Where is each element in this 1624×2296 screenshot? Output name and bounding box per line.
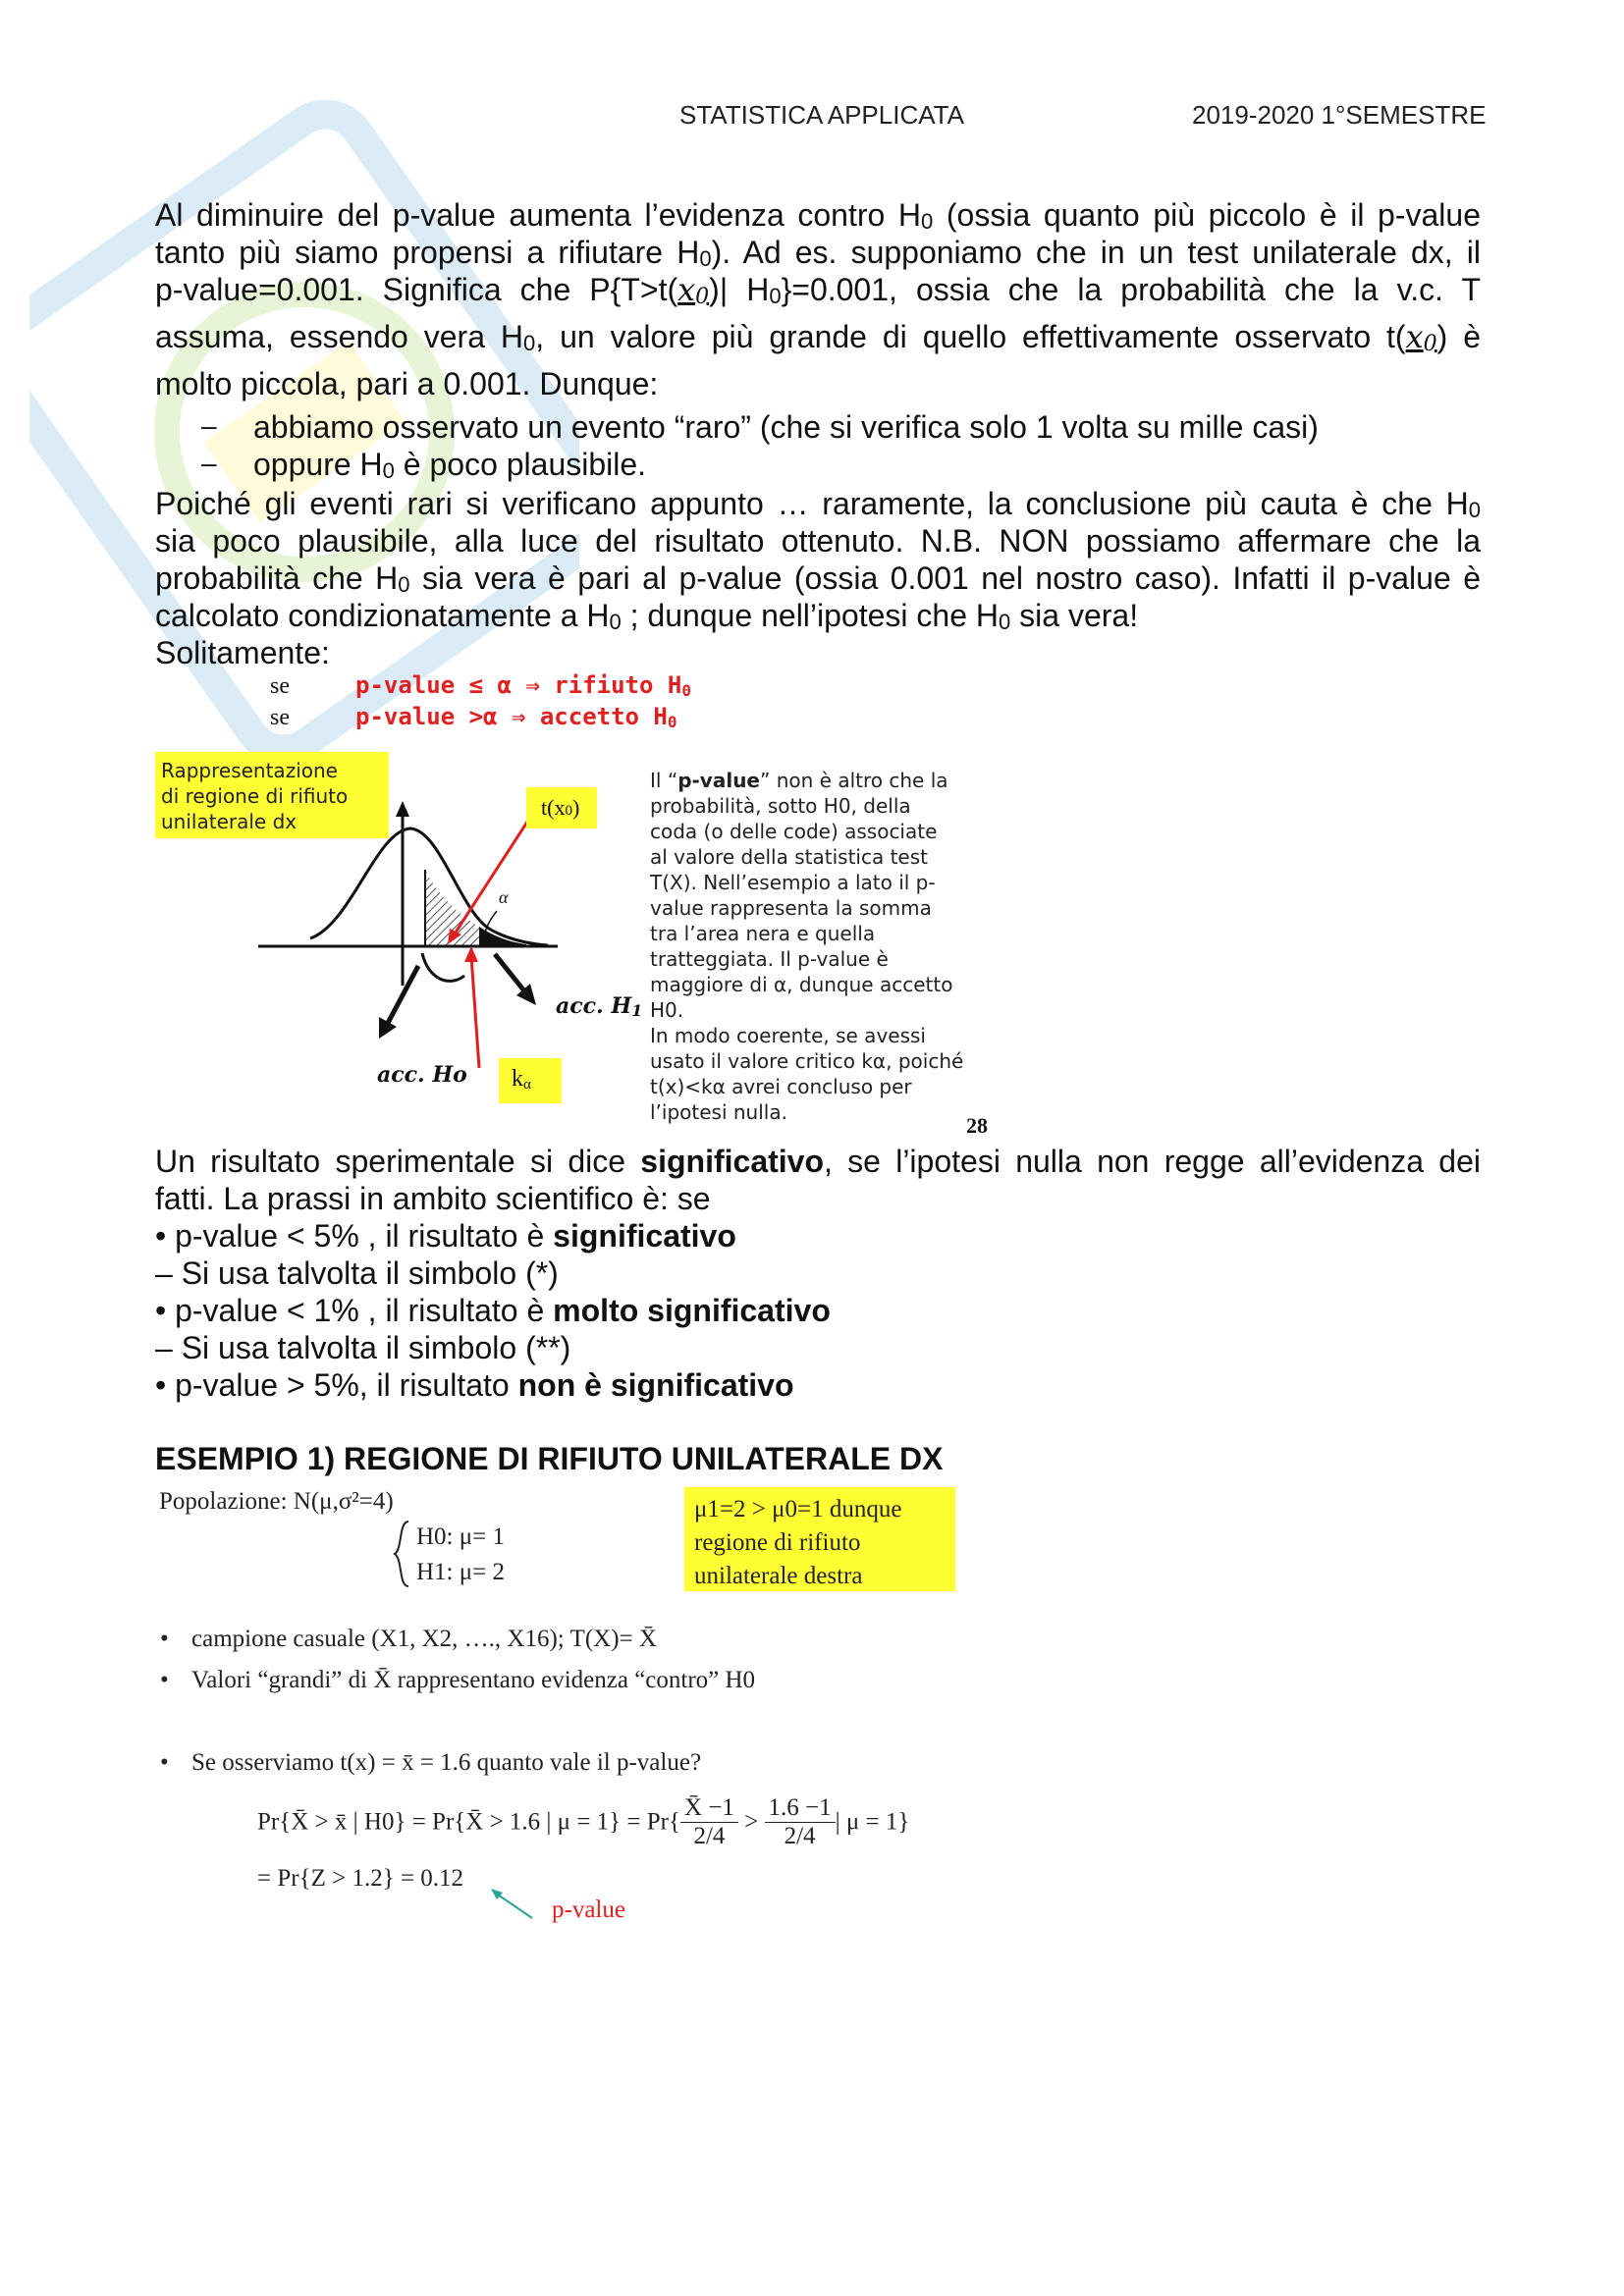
rejection-region-figure xyxy=(155,752,1000,1145)
dash-item-implausible: oppure H0 è poco plausibile. xyxy=(253,447,647,483)
bullet-dot: • xyxy=(160,1667,169,1693)
example-observed: Se osserviamo t(x) = x̄ = 1.6 quanto vale il p-value? xyxy=(191,1749,702,1776)
figure-page-number: 28 xyxy=(966,1113,988,1138)
acc-h1-label: acc. H1 xyxy=(556,993,643,1020)
bullet-not-significant: • p-value > 5%, il risultato non è significativo xyxy=(155,1367,794,1403)
example-large-values: Valori “grandi” di X̄ rappresentano evidenza “contro” H0 xyxy=(191,1667,756,1693)
dash-marker: – xyxy=(201,410,217,441)
figure-description: Il “p-value” non è altro che la probabilità, sotto H0, della coda (o delle code) associate al valore della statistica test T(X). Nell’esempio a lato il p- value rappresenta la somma tra l’area nera e quella tratteggiata. Il p-value è maggiore di α, dunque accetto H0. In modo coerente, se avessi usato il valore critico kα, poiché t(x)<kα avrei concluso per l’ipotesi nulla. xyxy=(650,769,964,1124)
box-label: Rappresentazione di regione di rifiuto unilaterale dx xyxy=(161,759,349,833)
paragraph-rare-events: Poiché gli eventi rari si verificano appunto … raramente, la conclusione più cauta è che H0 sia poco plausibile, alla luce del risultato ottenuto. N.B. NON possiamo affermare che la probabilità che H0 sia vera è pari al p-value (ossia 0.001 nel nostro caso). Infatti il p-value è calcolato condizionatamente a H0 ; dunque nell’ipotesi che H0 sia vera! Solitamente: xyxy=(155,486,1482,670)
bullet-symbol-1: – Si usa talvolta il simbolo (*) xyxy=(155,1255,559,1291)
pvalue-label: p-value xyxy=(552,1896,625,1923)
alpha-label: α xyxy=(499,887,509,907)
example-equation-1: Pr{X̄ > x̄ | H0} = Pr{X̄ > 1.6 | μ = 1} = Pr{ $\frac{X̄ -1}{2/4}$ > $\frac{1.6 -1}{2/4}$ | μ = 1} xyxy=(257,1794,910,1849)
paragraph-significance: Un risultato sperimentale si dice significativo, se l’ipotesi nulla non regge all’evidenza dei fatti. La prassi in ambito scientifico è: se xyxy=(155,1144,1482,1216)
dash-marker: – xyxy=(201,448,217,478)
hypothesis-h0: H0: μ= 1 xyxy=(416,1523,506,1550)
example-population: Popolazione: N(μ,σ²=4) xyxy=(159,1488,394,1515)
example-title: ESEMPIO 1) REGIONE DI RIFIUTO UNILATERALE DX xyxy=(155,1441,944,1476)
example-rejection-note: μ1=2 > μ0=1 dunque regione di rifiuto unilaterale destra xyxy=(684,1487,955,1591)
rule-reject: p-value ≤ α ⇒ rifiuto H0 xyxy=(355,671,691,700)
header-semester: 2019-2020 1°SEMESTRE xyxy=(1192,100,1487,130)
k-alpha-label: $k_\alpha$ xyxy=(512,1066,531,1093)
example-equation-2: = Pr{Z > 1.2} = 0.12 xyxy=(257,1865,464,1892)
rule-se-1: se xyxy=(270,673,290,699)
bullet-dot: • xyxy=(160,1749,169,1776)
dash-item-rare-event: abbiamo osservato un evento “raro” (che si verifica solo 1 volta su mille casi) xyxy=(253,409,1319,445)
bullet-significant: • p-value < 5% , il risultato è significativo xyxy=(155,1218,736,1254)
header-title: STATISTICA APPLICATA xyxy=(679,100,964,130)
hypothesis-h1: H1: μ= 2 xyxy=(416,1559,506,1585)
example-sample: campione casuale (X1, X2, …., X16); T(X)= X̄ xyxy=(191,1626,657,1652)
rule-accept: p-value >α ⇒ accetto H0 xyxy=(355,703,677,731)
acc-h0-label: acc. Ho xyxy=(377,1062,467,1088)
pvalue-arrow xyxy=(487,1885,536,1924)
bullet-very-significant: • p-value < 1% , il risultato è molto significativo xyxy=(155,1293,831,1328)
rule-se-2: se xyxy=(270,705,290,730)
hypothesis-brace xyxy=(393,1520,412,1588)
bullet-symbol-2: – Si usa talvolta il simbolo (**) xyxy=(155,1330,571,1365)
paragraph-pvalue-intro: Al diminuire del p-value aumenta l’evidenza contro H0 (ossia quanto più piccolo è il p-value tanto più siamo propensi a rifiutare H0). Ad es. supponiamo che in un test unilaterale dx, il p-value=0.001. Significa che P{T>t(x0)| H0}=0.001, ossia che la probabilità che la v.c. T assuma, essendo vera H0, un valore più grande di quello effettivamente osservato t(x0) è molto piccola, pari a 0.001. Dunque: xyxy=(155,197,1482,401)
t-x0-label: t(x0) xyxy=(541,795,580,820)
bullet-dot: • xyxy=(160,1626,169,1652)
